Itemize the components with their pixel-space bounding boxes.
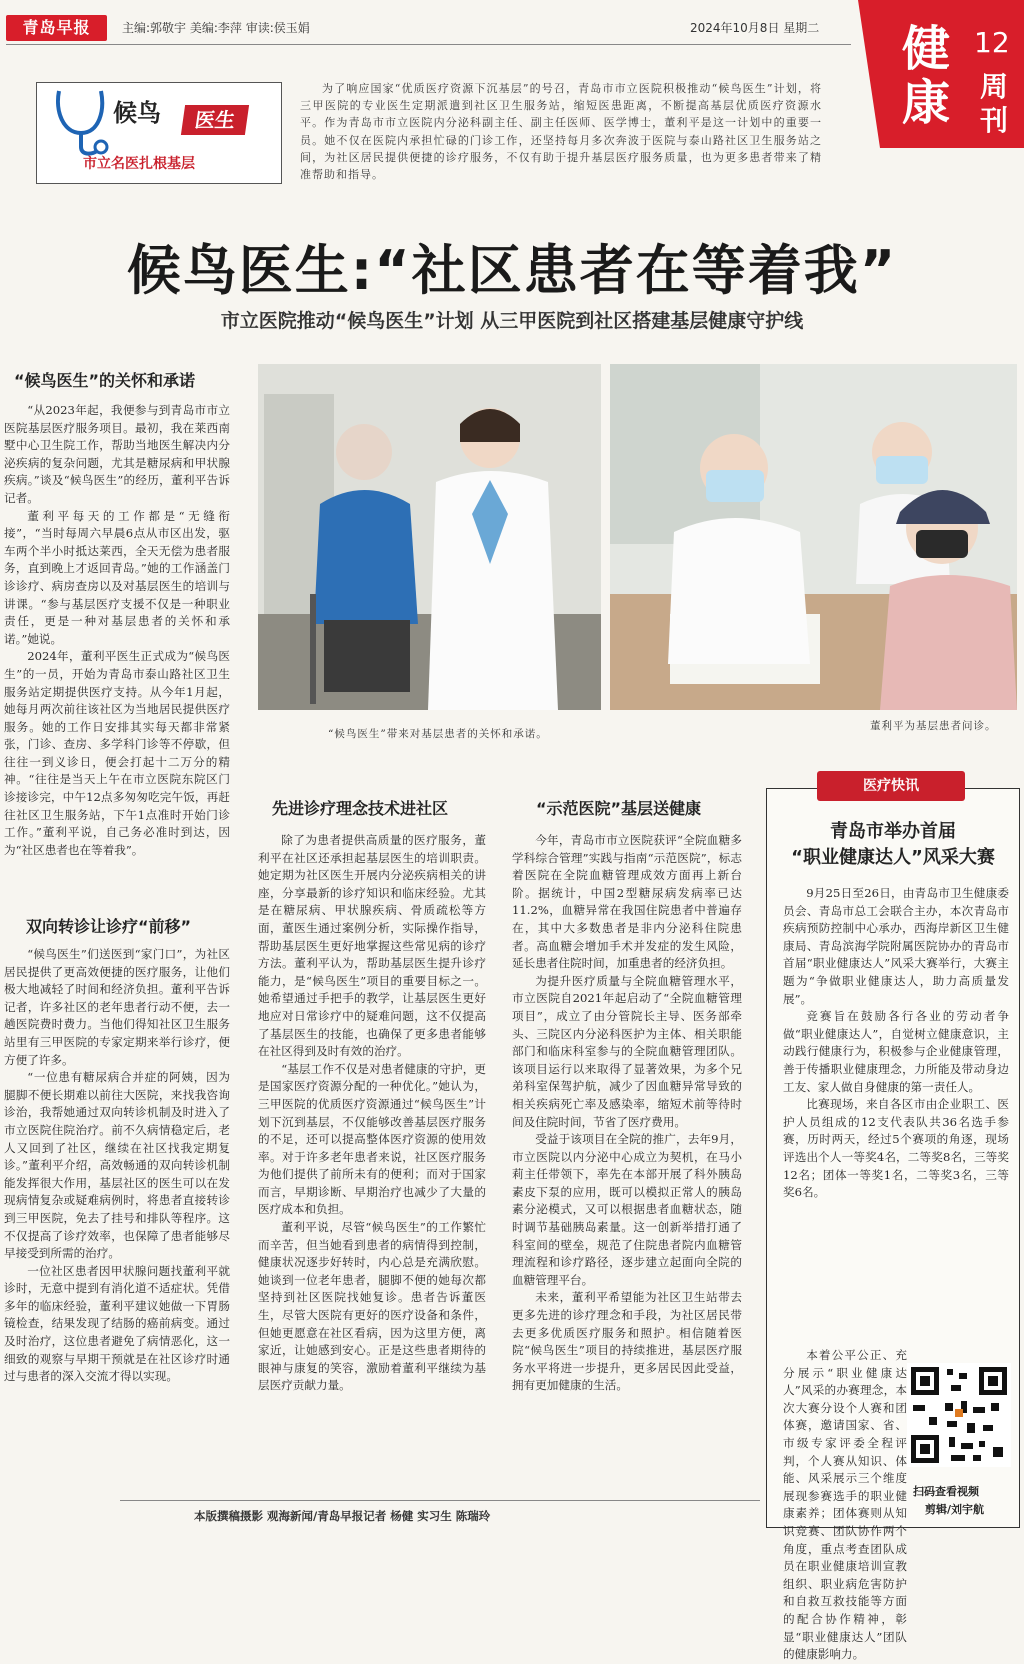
newspaper-logo: 青岛早报	[6, 15, 107, 41]
section-2-paragraph: 一位社区患者因甲状腺问题找董利平就诊时，无意中提到有消化道不适症状。凭借多年的临床经验，董利平建议她做一下胃肠镜检查，结果发现了结肠的癌前病变。通过及时治疗，这位患者避免了病情恶化，这一细致的观察与早期干预就是在社区诊疗时通过与患者的深入交流才得以实现。	[4, 1263, 230, 1384]
news-paragraph: 本着公平公正、充分展示“职业健康达人”风采的办赛理念，本次大赛分设个人赛和团体赛，邀请国家、省、市级专家评委全程评判，个人赛从知识、体能、风采展示三个维度展现参赛选手的职业健康素养；团体赛则从知识竞赛、团队协作两个角度，重点考查团队成员在职业健康培训宣教组织、职业病危害防护和自救互救技能等方面的配合协作精神，彰显“职业健康达人”团队的健康影响力。	[783, 1348, 907, 1662]
masthead-rule	[6, 44, 851, 45]
news-body-narrow	[783, 1347, 907, 1664]
section-4-paragraph: 未来，董利平希望能为社区卫生站带去更多先进的诊疗理念和手段，为社区居民带去更多优质医疗服务和照护。相信随着医院“候鸟医生”项目的持续推进，基层医疗服务水平将进一步提升，更多居民因此受益，拥有更加健康的生活。	[512, 1290, 742, 1393]
section-4-paragraph: 为提升医疗质量与全院血糖管理水平，市立医院自2021年起启动了“全院血糖管理项目”，成立了由分管院长主导、医务部牵头、三院区内分泌科医护为主体、相关职能部门和临床科室参与的全院血糖管理团队。该项目运行以来取得了显著效果，为多个兄弟科室保驾护航，减少了因血糖异常导致的相关疾病死亡率及感染率，缩短术前等待时间及住院时间，节省了医疗费用。	[512, 973, 742, 1129]
qr-code-icon[interactable]	[907, 1363, 1011, 1467]
footer-credits: 本版撰稿摄影 观海新闻/青岛早报记者 杨健 实习生 陈瑞玲	[194, 1509, 491, 1523]
section-4-paragraph: 今年，青岛市市立医院获评“全院血糖多学科综合管理”实践与指南“示范医院”，标志着医院在全院血糖管理成效方面再上新台阶。据统计，中国2型糖尿病发病率已达11.2%，血糖异常在我国住院患者中普遍存在，其中大多数患者是非内分泌科住院患者。高血糖会增加手术并发症的发生风险，延长患者住院时间，加重患者的经济负担。	[512, 833, 742, 971]
news-tag: 医疗快讯	[817, 771, 965, 801]
photo-left-caption: “候鸟医生”带来对基层患者的关怀和承诺。	[328, 728, 548, 740]
section-2-body	[4, 946, 230, 1386]
section-4-body	[512, 832, 742, 1395]
photo-right-caption: 董利平为基层患者问诊。	[870, 720, 997, 732]
photo-right-illustration	[610, 364, 1017, 710]
section-type: 周刊	[980, 70, 1009, 137]
section-tab	[858, 0, 1024, 148]
section-3-title: 先进诊疗理念技术进社区	[272, 799, 449, 818]
column-title-b: 医生	[181, 105, 249, 135]
page-number: 12	[974, 26, 1010, 59]
section-1-paragraph: “从2023年起，我便参与到青岛市市立医院基层医疗服务项目。最初，我在莱西南墅中心卫生院工作，帮助当地医生解决内分泌疾病的复杂问题，尤其是糖尿病和甲状腺疾病。”谈及“候鸟医生”的经历，董利平告诉记者。	[4, 403, 230, 505]
section-name: 健康	[902, 21, 951, 131]
intro-paragraph: 为了响应国家“优质医疗资源下沉基层”的号召，青岛市市立医院积极推动“候鸟医生”计划，将三甲医院的专业医生定期派遣到社区卫生服务站，缩短医患距离，不断提高基层优质医疗资源水平。作为青岛市市立医院内分泌科副主任、副主任医师、医学博士，董利平是这一计划中的重要一员。她不仅在医院内承担忙碌的门诊工作，还坚持每月多次奔波于医院与泰山路社区卫生服务站之间，为社区居民提供便捷的诊疗服务，不仅有助于提升基层医疗服务质量，也为更多患者带来了精准帮助和指导。	[300, 82, 822, 182]
section-3-paragraph: “基层工作不仅是对患者健康的守护，更是国家医疗资源分配的一种优化。”她认为，三甲医院的优质医疗资源通过“候鸟医生”计划下沉到基层，不仅能够改善基层医疗服务的不足，还可以提高整体医疗资源的使用效率。对于许多老年患者来说，社区医疗服务为他们提供了前所未有的便利；而对于国家而言，早期诊断、早期治疗也减少了大量的医疗成本和负担。	[258, 1061, 486, 1217]
section-1-paragraph: 董利平每天的工作都是“无缝衔接”，“当时每周六早晨6点从市区出发，驱车两个半小时抵达莱西，全天无偿为患者服务，直到晚上才返回青岛。”她的工作涵盖门诊诊疗、病房查房以及对基层医生的培训与讲课。“参与基层医疗支援不仅是一种职业责任，更是一种对基层患者的关怀和承诺。”她说。	[4, 508, 230, 646]
photo-left	[258, 364, 601, 710]
qr-caption: 扫码查看视频	[913, 1485, 979, 1498]
news-paragraph: 比赛现场，来自各区市由企业职工、医护人员组成的12支代表队共36名选手参赛，历时两天，经过5个赛项的角逐，现场评选出个人一等奖4名，二等奖8名，三等奖12名；团体一等奖1名，二等奖3名，三等奖6名。	[783, 1097, 1009, 1200]
section-1-paragraph: 2024年，董利平医生正式成为“候鸟医生”的一员，开始为青岛市泰山路社区卫生服务站定期提供医疗支持。从今年1月起，她每月两次前往该社区为当地居民提供医疗服务。她的工作日安排其实每天都非常紧张，门诊、查房、多学科门诊等不停歇，但往往一到义诊日，便会打起十二万分的精神。“往往是当天上午在市立医院东院区门诊接诊完，中午12点多匆匆吃完午饭，再赶往社区卫生服务站，下午1点准时开始门诊工作。”董利平说，自己务必准时到达，因为“社区患者也在等着我”。	[4, 649, 230, 857]
section-1-body	[4, 402, 230, 859]
column-title-a: 候鸟	[113, 99, 161, 127]
section-2-paragraph: “一位患有糖尿病合并症的阿姨，因为腿脚不便长期难以前往大医院，来找我咨询诊治，我帮她通过双向转诊机制及时进入了市立医院住院治疗。前不久病情稳定后，老人又回到了社区，继续在社区找我定期复诊。”董利平介绍，高效畅通的双向转诊机制能发挥很大作用，基层社区的医生可以在发现病情复杂或疑难病例时，将患者直接转诊到三甲医院，免去了挂号和排队等程序。这不仅提高了诊疗效率，也保障了患者能够尽早接受到所需的治疗。	[4, 1070, 230, 1261]
issue-date: 2024年10月8日 星期二	[690, 21, 820, 35]
news-body	[783, 885, 1009, 1202]
section-2-paragraph: “候鸟医生”们送医到“家门口”，为社区居民提供了更高效便捷的医疗服务，让他们极大地减轻了时间和经济负担。董利平告诉记者，许多社区的老年患者行动不便，去一趟医院费时费力。当他们得知社区卫生服务站里有三甲医院的专家定期来举行诊疗，便方便了许多。	[4, 947, 230, 1067]
column-badge	[36, 82, 282, 184]
news-paragraph: 竞赛旨在鼓励各行各业的劳动者争做“职业健康达人”，自觉树立健康意识，主动践行健康行为，积极参与企业健康管理，善于传播职业健康理念，力所能及带动身边工友、家人做自身健康的第一责任人。	[783, 1009, 1009, 1094]
photo-left-illustration	[258, 364, 601, 710]
video-editor-credit: 剪辑/刘宇航	[925, 1503, 985, 1516]
footer-rule	[120, 1500, 760, 1501]
photo-right	[610, 364, 1017, 710]
news-paragraph: 9月25日至26日，由青岛市卫生健康委员会、青岛市总工会联合主办，本次青岛市疾病预防控制中心承办，西海岸新区卫生健康局、青岛滨海学院附属医院协办的青岛市首届“职业健康达人”风采大赛举行，大赛主题为“争做职业健康达人，助力高质量发展”。	[783, 886, 1009, 1006]
section-1-title: “候鸟医生”的关怀和承诺	[14, 371, 196, 390]
staff-credits: 主编:郭敬宇 美编:李萍 审读:侯玉娟	[122, 21, 310, 35]
section-2-title: 双向转诊让诊疗“前移”	[26, 917, 192, 936]
subheadline: 市立医院推动“候鸟医生”计划 从三甲医院到社区搭建基层健康守护线	[220, 310, 804, 332]
column-subtitle: 市立名医扎根基层	[83, 156, 195, 172]
section-3-body	[258, 832, 486, 1395]
headline: 候鸟医生:“社区患者在等着我”	[126, 239, 898, 302]
section-4-title: “示范医院”基层送健康	[536, 799, 702, 818]
news-title-line-2: “职业健康达人”风采大赛	[791, 847, 995, 868]
section-4-paragraph: 受益于该项目在全院的推广，去年9月，市立医院以内分泌中心成立为契机，在马小莉主任带领下，率先在本部开展了科外胰岛素皮下泵的应用，既可以模拟正常人的胰岛素分泌模式，又可以根据患者血糖状态，随时调节基础胰岛素量。这一创新举措打通了科室间的壁垒，规范了住院患者院内血糖管理流程和诊疗路径，逐步建立起面向全院的血糖管理平台。	[512, 1132, 742, 1287]
stethoscope-icon	[47, 89, 117, 159]
news-box	[766, 778, 1020, 1662]
section-3-paragraph: 除了为患者提供高质量的医疗服务，董利平在社区还承担起基层医生的培训职责。她定期为社区医生开展内分泌疾病相关的讲座，分享最新的诊疗知识和临床经验。尤其是在糖尿病、甲状腺疾病、骨质疏松等方面，董医生通过案例分析，实际操作指导，帮助基层医生更好地掌握这些常见病的诊疗方法。董利平认为，帮助基层医生提升诊疗能力，是“候鸟医生”项目的重要目标之一。她希望通过手把手的教学，让基层医生更好地应对日常诊疗中的疑难问题，这不仅提高了基层医生的技能，也确保了更多患者能够在社区得到及时有效的治疗。	[258, 833, 486, 1059]
news-title-line-1: 青岛市举办首届	[830, 821, 956, 842]
section-3-paragraph: 董利平说，尽管“候鸟医生”的工作繁忙而辛苦，但当她看到患者的病情得到控制，健康状况逐步好转时，内心总是充满欣慰。她谈到一位老年患者，腿脚不便的她每次都坚持到社区医院找她复诊。患者告诉董医生，尽管大医院有更好的医疗设备和条件，但她更愿意在社区看病，因为这里方便，离家近，让她感到安心。正是这些患者期待的眼神与康复的笑容，激励着董利平继续为基层医疗贡献力量。	[258, 1220, 486, 1393]
